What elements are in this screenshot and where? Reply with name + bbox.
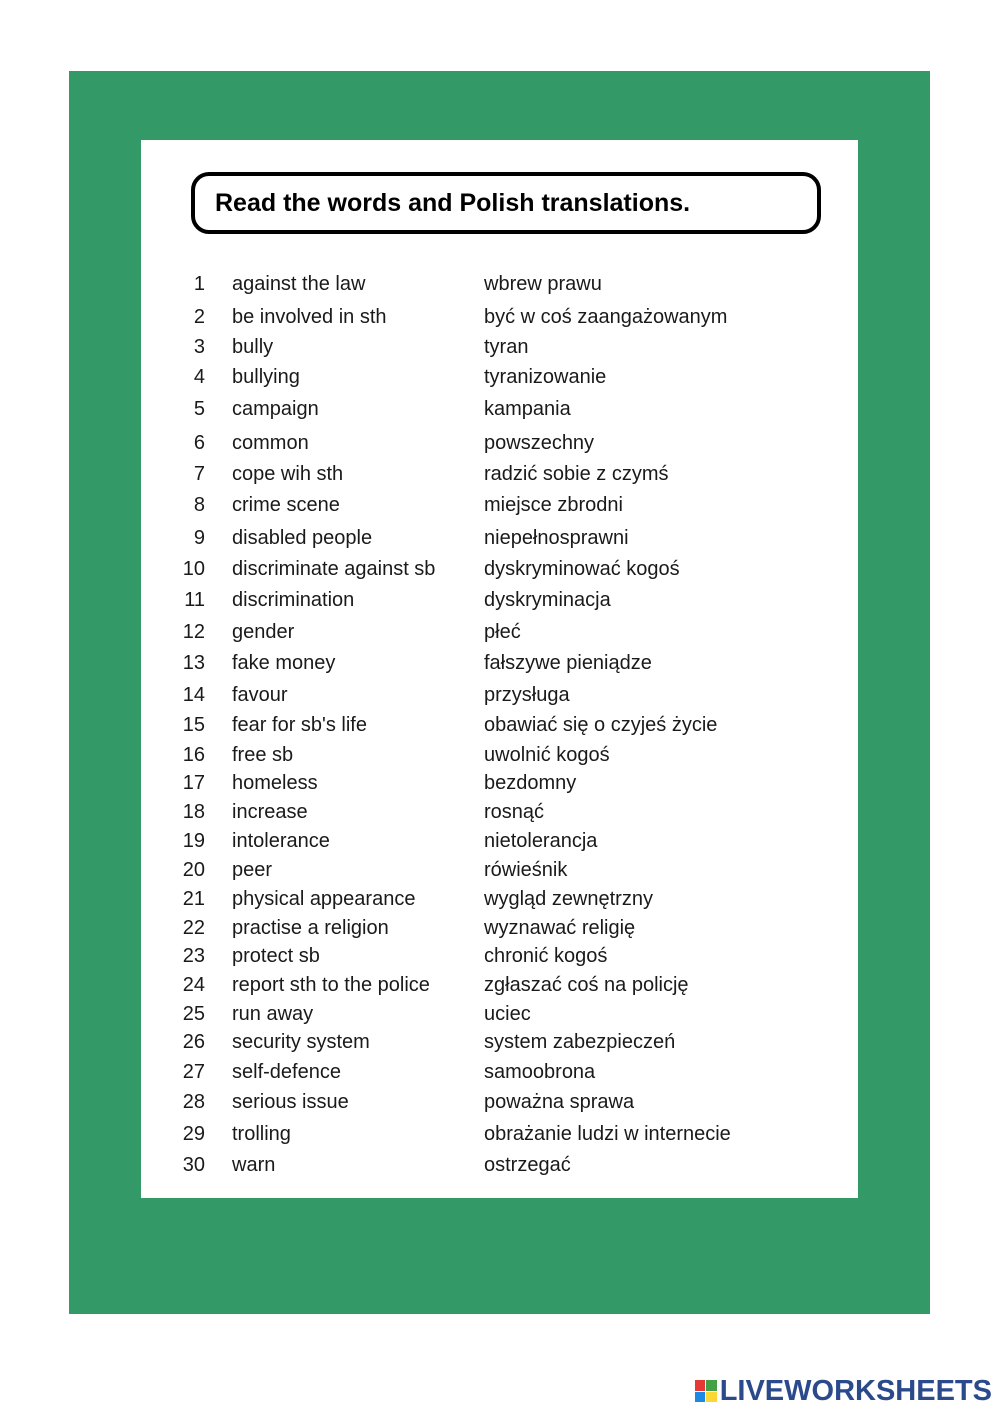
polish-translation: dyskryminować kogoś — [484, 558, 680, 580]
english-term: intolerance — [232, 830, 330, 852]
item-number: 10 — [182, 558, 205, 580]
english-term: increase — [232, 801, 308, 823]
item-number: 25 — [182, 1003, 205, 1025]
list-item — [141, 971, 858, 999]
item-number: 19 — [182, 830, 205, 852]
item-number: 28 — [182, 1091, 205, 1113]
list-item — [141, 555, 858, 583]
english-term: warn — [232, 1154, 276, 1176]
english-term: bully — [232, 336, 274, 358]
list-item — [141, 827, 858, 855]
english-term: self-defence — [232, 1061, 341, 1083]
polish-translation: być w coś zaangażowanym — [484, 306, 728, 328]
list-item — [141, 618, 858, 646]
item-number: 21 — [182, 888, 205, 910]
english-term: trolling — [232, 1123, 291, 1145]
item-number: 5 — [193, 398, 205, 420]
list-item — [141, 1088, 858, 1116]
list-item — [141, 586, 858, 614]
liveworksheets-logo-icon — [695, 1380, 717, 1402]
polish-translation: przysługa — [484, 684, 570, 706]
english-term: gender — [232, 621, 295, 643]
list-item — [141, 1058, 858, 1086]
item-number: 3 — [193, 336, 205, 358]
english-term: security system — [232, 1031, 370, 1053]
item-number: 7 — [193, 463, 205, 485]
english-term: be involved in sth — [232, 306, 387, 328]
polish-translation: miejsce zbrodni — [484, 494, 623, 516]
polish-translation: rówieśnik — [484, 859, 568, 881]
list-item — [141, 333, 858, 361]
green-frame — [69, 71, 930, 1314]
item-number: 29 — [182, 1123, 205, 1145]
item-number: 17 — [182, 772, 205, 794]
item-number: 8 — [193, 494, 205, 516]
english-term: against the law — [232, 273, 366, 295]
english-term: discrimination — [232, 589, 355, 611]
list-item — [141, 1028, 858, 1056]
english-term: homeless — [232, 772, 318, 794]
item-number: 20 — [182, 859, 205, 881]
english-term: fake money — [232, 652, 336, 674]
english-term: peer — [232, 859, 273, 881]
item-number: 27 — [182, 1061, 205, 1083]
list-item — [141, 942, 858, 970]
item-number: 6 — [193, 432, 205, 454]
liveworksheets-watermark — [695, 1373, 992, 1409]
polish-translation: poważna sprawa — [484, 1091, 635, 1113]
item-number: 2 — [193, 306, 205, 328]
polish-translation: niepełnosprawni — [484, 527, 629, 549]
list-item — [141, 491, 858, 519]
polish-translation: płeć — [484, 621, 521, 643]
english-term: serious issue — [232, 1091, 349, 1113]
polish-translation: wygląd zewnętrzny — [484, 888, 653, 910]
polish-translation: powszechny — [484, 432, 595, 454]
english-term: campaign — [232, 398, 319, 420]
polish-translation: bezdomny — [484, 772, 577, 794]
polish-translation: system zabezpieczeń — [484, 1031, 676, 1053]
list-item — [141, 885, 858, 913]
polish-translation: radzić sobie z czymś — [484, 463, 669, 485]
english-term: practise a religion — [232, 917, 389, 939]
item-number: 4 — [193, 366, 205, 388]
item-number: 23 — [182, 945, 205, 967]
english-term: crime scene — [232, 494, 340, 516]
polish-translation: obawiać się o czyjeś życie — [484, 714, 718, 736]
list-item — [141, 741, 858, 769]
list-item — [141, 681, 858, 709]
polish-translation: uciec — [484, 1003, 531, 1025]
polish-translation: obrażanie ludzi w internecie — [484, 1123, 731, 1145]
english-term: favour — [232, 684, 288, 706]
worksheet-panel — [141, 140, 858, 1198]
list-item — [141, 270, 858, 298]
list-item — [141, 303, 858, 331]
list-item — [141, 649, 858, 677]
worksheet-title: Read the words and Polish translations. — [215, 188, 691, 217]
polish-translation: dyskryminacja — [484, 589, 611, 611]
polish-translation: tyran — [484, 336, 529, 358]
item-number: 30 — [182, 1154, 205, 1176]
polish-translation: nietolerancja — [484, 830, 598, 852]
item-number: 26 — [182, 1031, 205, 1053]
item-number: 11 — [184, 589, 205, 611]
polish-translation: chronić kogoś — [484, 945, 608, 967]
polish-translation: kampania — [484, 398, 571, 420]
item-number: 9 — [193, 527, 205, 549]
list-item — [141, 460, 858, 488]
polish-translation: samoobrona — [484, 1061, 596, 1083]
list-item — [141, 769, 858, 797]
english-term: free sb — [232, 744, 294, 766]
item-number: 16 — [182, 744, 205, 766]
item-number: 14 — [182, 684, 205, 706]
list-item — [141, 798, 858, 826]
polish-translation: uwolnić kogoś — [484, 744, 610, 766]
list-item — [141, 363, 858, 391]
list-item — [141, 395, 858, 423]
item-number: 13 — [182, 652, 205, 674]
polish-translation: rosnąć — [484, 801, 545, 823]
list-item — [141, 856, 858, 884]
english-term: report sth to the police — [232, 974, 430, 996]
item-number: 15 — [182, 714, 205, 736]
polish-translation: tyranizowanie — [484, 366, 607, 388]
item-number: 1 — [193, 273, 205, 295]
watermark-text: LIVEWORKSHEETS — [719, 1374, 992, 1407]
english-term: disabled people — [232, 527, 373, 549]
polish-translation: wbrew prawu — [484, 273, 602, 295]
item-number: 12 — [182, 621, 205, 643]
list-item — [141, 429, 858, 457]
english-term: common — [232, 432, 309, 454]
english-term: bullying — [232, 366, 300, 388]
polish-translation: fałszywe pieniądze — [484, 652, 652, 674]
list-item — [141, 711, 858, 739]
list-item — [141, 1120, 858, 1148]
item-number: 18 — [182, 801, 205, 823]
english-term: physical appearance — [232, 888, 416, 910]
vocabulary-list — [141, 140, 858, 1198]
polish-translation: wyznawać religię — [484, 917, 636, 939]
item-number: 24 — [182, 974, 205, 996]
list-item — [141, 1151, 858, 1179]
english-term: protect sb — [232, 945, 320, 967]
english-term: cope wih sth — [232, 463, 344, 485]
list-item — [141, 914, 858, 942]
polish-translation: ostrzegać — [484, 1154, 571, 1176]
list-item — [141, 524, 858, 552]
list-item — [141, 1000, 858, 1028]
english-term: discriminate against sb — [232, 558, 436, 580]
english-term: fear for sb's life — [232, 714, 367, 736]
english-term: run away — [232, 1003, 314, 1025]
item-number: 22 — [182, 917, 205, 939]
polish-translation: zgłaszać coś na policję — [484, 974, 689, 996]
